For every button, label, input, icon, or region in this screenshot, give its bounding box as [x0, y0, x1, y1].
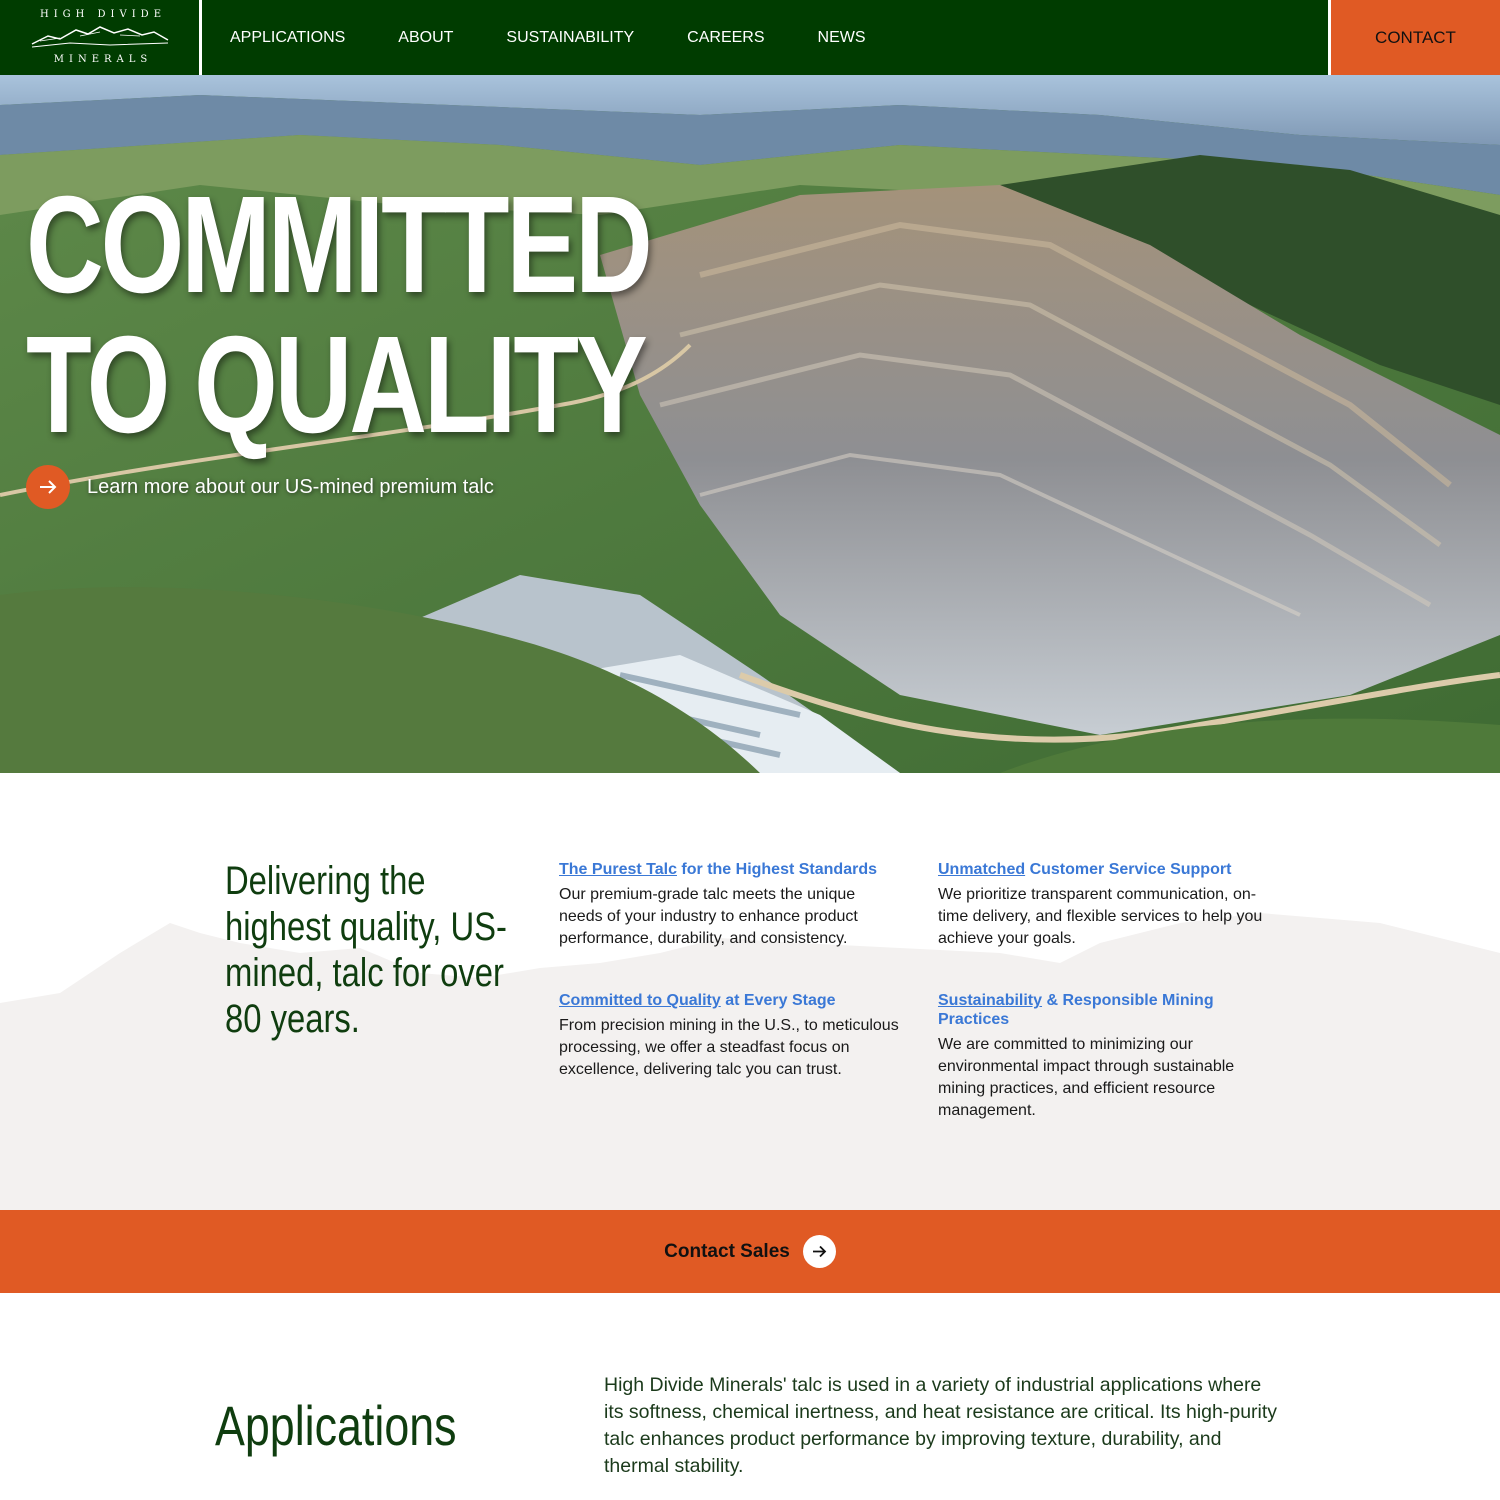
applications-description: High Divide Minerals' talc is used in a variety of industrial applications where its softness, chemical inertness, and heat resistance are critical. Its high-purity talc enhances product performance by improving texture, durability, and thermal stability. — [604, 1374, 1278, 1477]
features-heading: Delivering the highest quality, US-mined, talc for over 80 years. — [225, 859, 507, 1041]
feature-title — [559, 991, 899, 1010]
feature-link-sustainability[interactable]: Sustainability — [938, 992, 1043, 1009]
company-logo[interactable] — [0, 0, 202, 75]
nav-link-careers[interactable]: CAREERS — [687, 28, 765, 46]
feature-title — [559, 860, 899, 879]
feature-body: Our premium-grade talc meets the unique needs of your industry to enhance product performance, durability, and consistency. — [559, 886, 858, 947]
nav-link-applications[interactable]: APPLICATIONS — [230, 28, 346, 46]
arrow-right-icon[interactable] — [803, 1235, 836, 1268]
feature-link-unmatched[interactable]: Unmatched — [938, 861, 1026, 878]
nav-link-about[interactable]: ABOUT — [398, 28, 454, 46]
feature-body: We are committed to minimizing our environmental impact through sustainable mining practices, and efficient resource management. — [938, 1036, 1235, 1119]
top-navigation — [0, 0, 1500, 75]
feature-committed-quality — [559, 991, 899, 1081]
hero-title — [26, 168, 673, 462]
arrow-right-icon[interactable] — [26, 465, 70, 509]
logo-text-top: HIGH DIVIDE — [39, 9, 166, 20]
feature-customer-service — [938, 860, 1278, 950]
feature-title — [938, 991, 1278, 1029]
hero-cta-label[interactable]: Learn more about our US-mined premium talc — [87, 475, 494, 498]
hero-title-line-2: TO QUALITY — [26, 308, 645, 462]
feature-sustainability — [938, 991, 1278, 1122]
hero-title-line-1: COMMITTED — [26, 168, 650, 322]
feature-title-rest: at Every Stage — [720, 992, 836, 1009]
feature-link-purest-talc[interactable]: The Purest Talc — [559, 861, 677, 878]
feature-purest-talc — [559, 860, 899, 950]
features-section — [0, 773, 1500, 1210]
feature-link-committed-to-quality[interactable]: Committed to Quality — [559, 992, 721, 1009]
hero-section — [0, 75, 1500, 773]
nav-contact-button[interactable]: CONTACT — [1328, 0, 1500, 75]
feature-body: We prioritize transparent communication, on-time delivery, and flexible services to help you achieve your goals. — [938, 886, 1263, 947]
feature-body: From precision mining in the U.S., to meticulous processing, we offer a steadfast focus on excellence, delivering talc you can trust. — [559, 1017, 899, 1078]
applications-heading: Applications — [215, 1394, 457, 1457]
logo-text-bottom: MINERALS — [53, 54, 153, 65]
feature-title — [938, 860, 1278, 879]
nav-link-news[interactable]: NEWS — [817, 28, 866, 46]
mountain-logo-icon — [30, 24, 170, 50]
feature-title-rest: Customer Service Support — [1025, 861, 1232, 878]
nav-links — [230, 0, 919, 75]
feature-title-rest: & Responsible Mining Practices — [938, 992, 1214, 1028]
hero-learn-more-link[interactable] — [26, 465, 494, 509]
contact-sales-button[interactable] — [664, 1235, 836, 1268]
feature-title-rest: for the Highest Standards — [676, 861, 877, 878]
contact-sales-label[interactable]: Contact Sales — [664, 1240, 790, 1262]
contact-sales-bar — [0, 1210, 1500, 1293]
nav-link-sustainability[interactable]: SUSTAINABILITY — [506, 28, 635, 46]
